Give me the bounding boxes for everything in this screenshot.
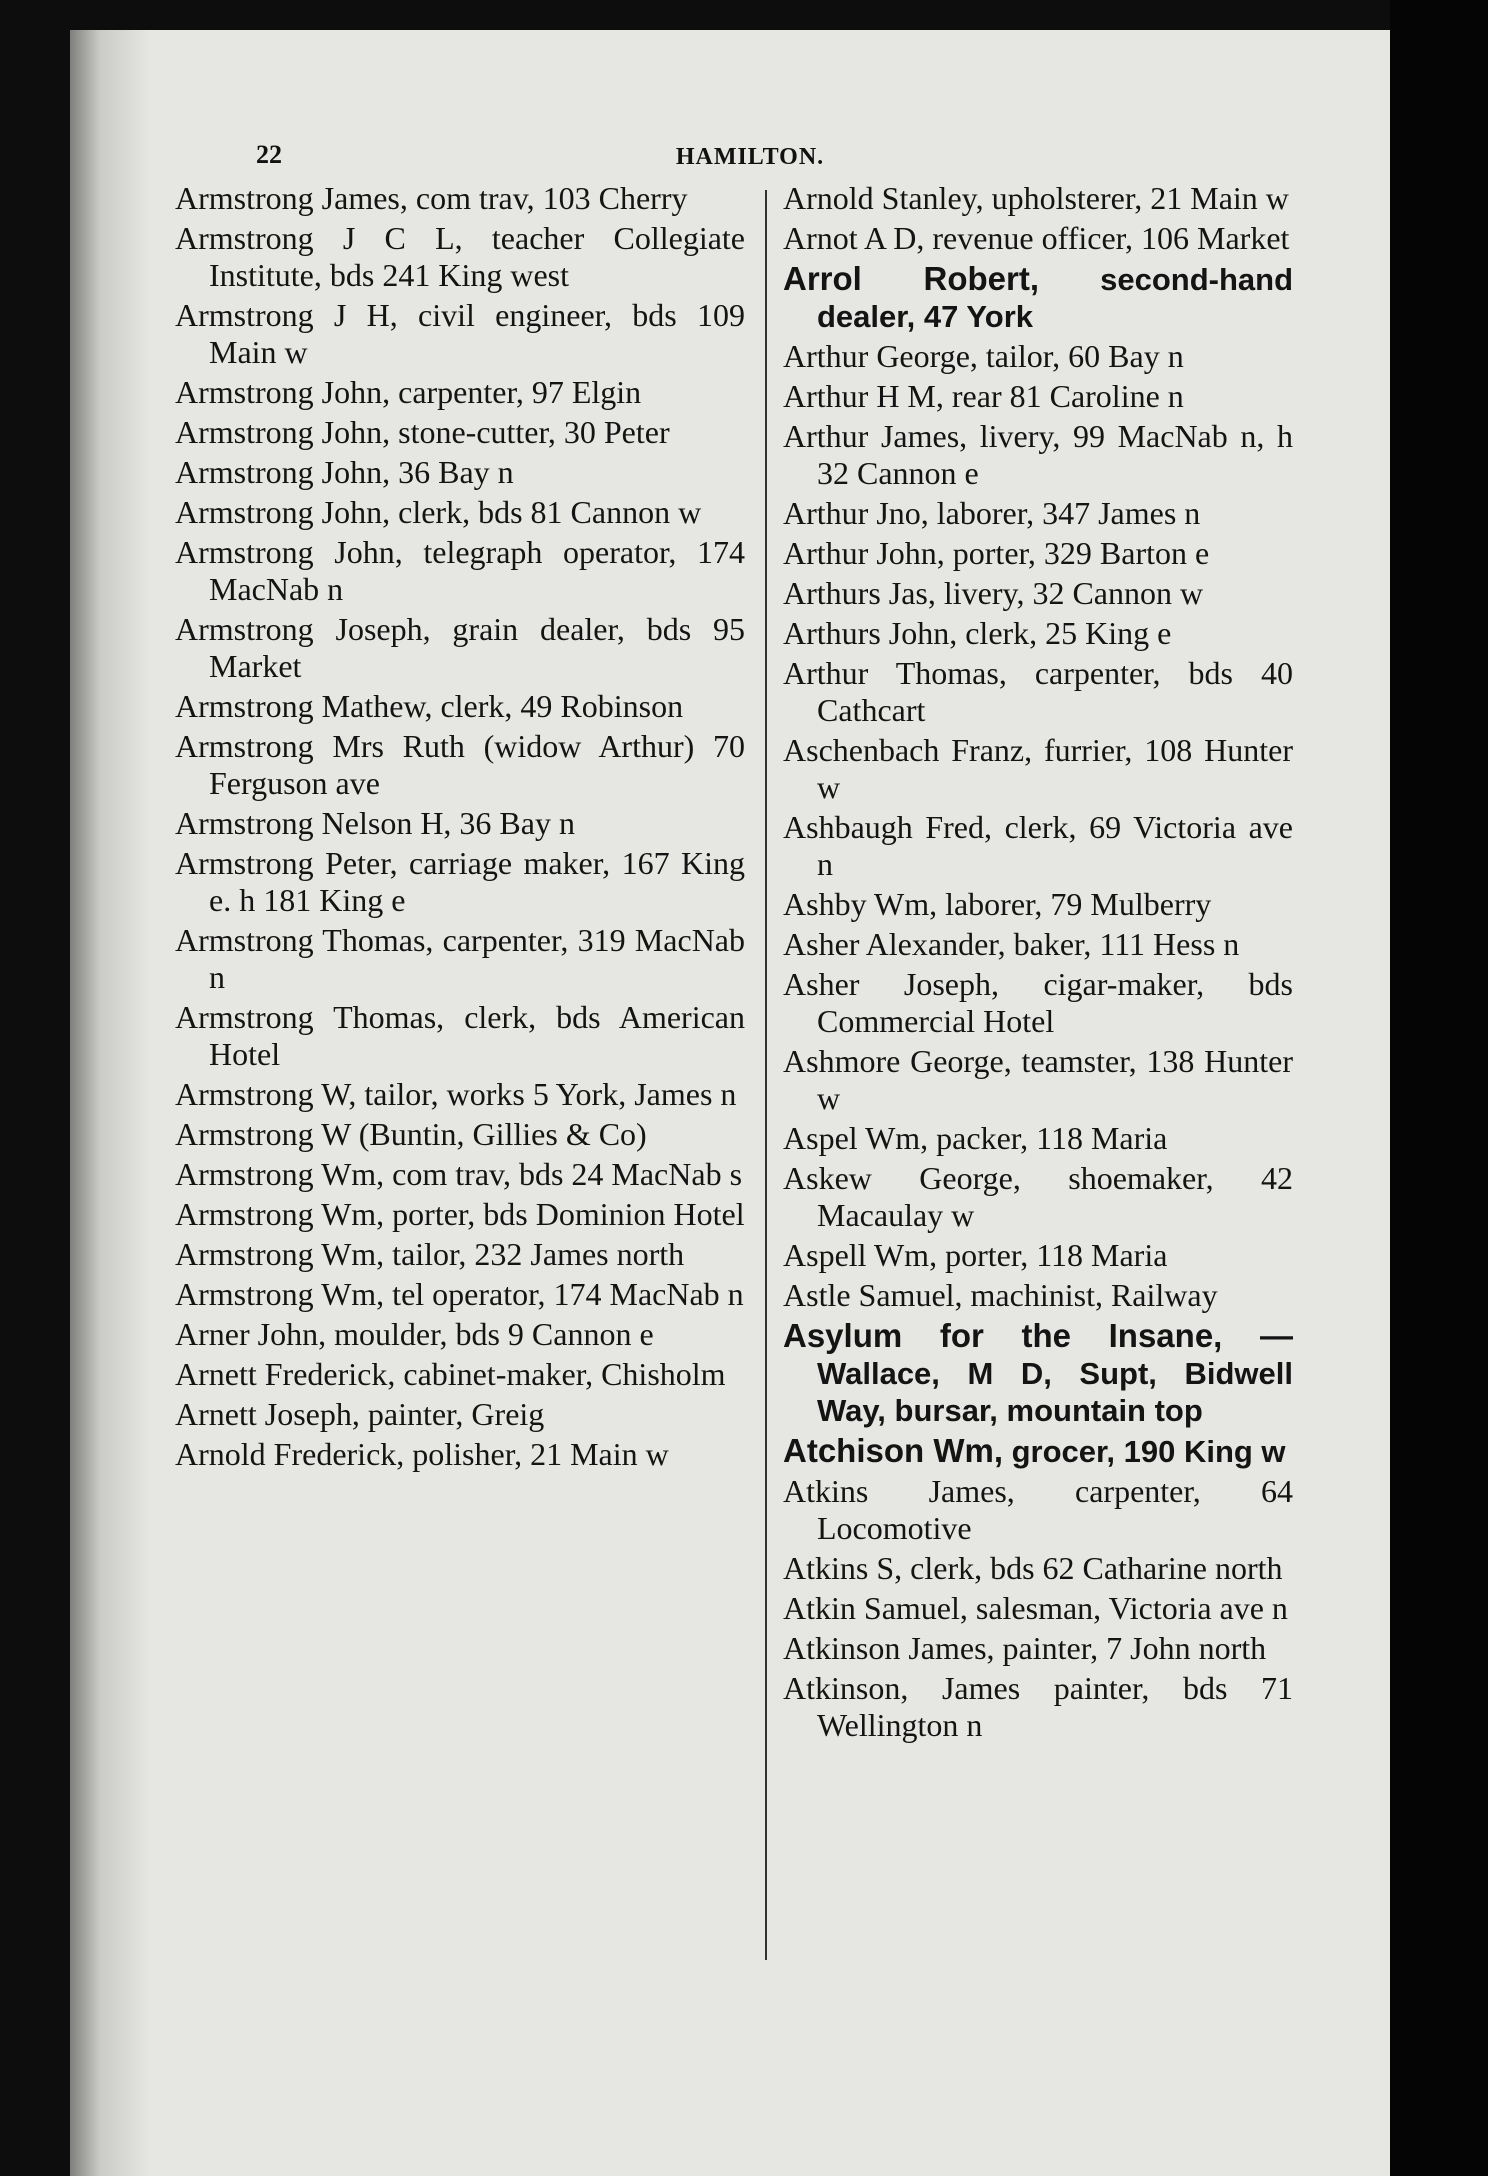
directory-entry: Aspel Wm, packer, 118 Maria (783, 1120, 1168, 1156)
page-number: 22 (256, 140, 282, 169)
directory-entry: Atkins James, carpenter, 64 Locomotive (783, 1473, 1293, 1546)
directory-entry: Armstrong W, tailor, works 5 York, James n (175, 1076, 737, 1112)
directory-entry: Arner John, moulder, bds 9 Cannon e (175, 1316, 654, 1352)
directory-entry: Arnot A D, revenue officer, 106 Market (783, 220, 1290, 256)
running-head: HAMILTON. (675, 144, 825, 170)
directory-entry: Atkin Samuel, salesman, Victoria ave n (783, 1590, 1288, 1626)
directory-entry (783, 260, 1293, 335)
directory-entry: Arthur Jno, laborer, 347 James n (783, 495, 1201, 531)
entry-details: grocer, 190 King w (1003, 1434, 1286, 1469)
directory-entry: Aschenbach Franz, furrier, 108 Hunter w (783, 732, 1293, 805)
entry-name: Asylum for the Insane, — (783, 1317, 1293, 1354)
directory-entry: Arnold Stanley, upholsterer, 21 Main w (783, 180, 1289, 216)
directory-entry: Arthur H M, rear 81 Caroline n (783, 378, 1184, 414)
directory-entry: Ashby Wm, laborer, 79 Mulberry (783, 886, 1212, 922)
entry-name: Arrol Robert, (783, 260, 1039, 297)
directory-entry: Arthur John, porter, 329 Barton e (783, 535, 1210, 571)
column-divider (765, 190, 767, 1960)
directory-entry: Armstrong Mathew, clerk, 49 Robinson (175, 688, 684, 724)
directory-entry: Armstrong Wm, tel operator, 174 MacNab n (175, 1276, 744, 1312)
adjacent-page-edge (1390, 0, 1488, 2176)
directory-entry: Armstrong Nelson H, 36 Bay n (175, 805, 575, 841)
directory-entry: Armstrong Wm, com trav, bds 24 MacNab s (175, 1156, 743, 1192)
directory-entry: Aspell Wm, porter, 118 Maria (783, 1237, 1168, 1273)
directory-entry: Arthur George, tailor, 60 Bay n (783, 338, 1184, 374)
left-column (175, 180, 745, 1476)
entry-details: second-hand dealer, 47 York (817, 262, 1293, 334)
directory-entry: Atkins S, clerk, bds 62 Catharine north (783, 1550, 1283, 1586)
directory-entry: Atkinson James, painter, 7 John north (783, 1630, 1267, 1666)
directory-entry: Askew George, shoemaker, 42 Macaulay w (783, 1160, 1293, 1233)
directory-entry: Armstrong W (Buntin, Gillies & Co) (175, 1116, 647, 1152)
directory-entry: Atkinson, James painter, bds 71 Wellington n (783, 1670, 1293, 1743)
directory-entry (783, 1432, 1293, 1470)
page-header (70, 122, 1390, 172)
directory-entry: Armstrong John, clerk, bds 81 Cannon w (175, 494, 702, 530)
directory-entry: Ashbaugh Fred, clerk, 69 Victoria ave n (783, 809, 1293, 882)
directory-entry: Armstrong J H, civil engineer, bds 109 Main w (175, 297, 745, 370)
right-column (783, 180, 1293, 1747)
directory-entry: Armstrong Thomas, carpenter, 319 MacNab n (175, 922, 745, 995)
directory-entry: Asher Joseph, cigar-maker, bds Commercial Hotel (783, 966, 1293, 1039)
directory-entry: Armstrong Joseph, grain dealer, bds 95 Market (175, 611, 745, 684)
directory-entry: Armstrong Wm, tailor, 232 James north (175, 1236, 685, 1272)
entry-details: Wallace, M D, Supt, Bidwell Way, bursar, mountain top (817, 1356, 1293, 1428)
directory-entry: Armstrong John, carpenter, 97 Elgin (175, 374, 642, 410)
directory-entry: Armstrong J C L, teacher Collegiate Institute, bds 241 King west (175, 220, 745, 293)
directory-entry: Arnold Frederick, polisher, 21 Main w (175, 1436, 669, 1472)
directory-entry: Armstrong John, stone-cutter, 30 Peter (175, 414, 670, 450)
directory-entry: Arthurs Jas, livery, 32 Cannon w (783, 575, 1204, 611)
directory-entry: Armstrong Mrs Ruth (widow Arthur) 70 Ferguson ave (175, 728, 745, 801)
directory-entry: Armstrong James, com trav, 103 Cherry (175, 180, 688, 216)
directory-entry: Asher Alexander, baker, 111 Hess n (783, 926, 1240, 962)
directory-entry: Arthur Thomas, carpenter, bds 40 Cathcart (783, 655, 1293, 728)
directory-entry: Arnett Joseph, painter, Greig (175, 1396, 545, 1432)
directory-entry: Armstrong Thomas, clerk, bds American Hotel (175, 999, 745, 1072)
directory-entry: Armstrong John, 36 Bay n (175, 454, 514, 490)
directory-entry: Arnett Frederick, cabinet-maker, Chisholm (175, 1356, 726, 1392)
directory-entry: Armstrong John, telegraph operator, 174 MacNab n (175, 534, 745, 607)
directory-entry (783, 1317, 1293, 1429)
directory-entry: Astle Samuel, machinist, Railway (783, 1277, 1218, 1313)
directory-entry: Armstrong Peter, carriage maker, 167 King e. h 181 King e (175, 845, 745, 918)
directory-entry: Arthurs John, clerk, 25 King e (783, 615, 1172, 651)
directory-entry: Ashmore George, teamster, 138 Hunter w (783, 1043, 1293, 1116)
entry-name: Atchison Wm, (783, 1432, 1003, 1469)
directory-entry: Armstrong Wm, porter, bds Dominion Hotel (175, 1196, 745, 1232)
directory-entry: Arthur James, livery, 99 MacNab n, h 32 Cannon e (783, 418, 1293, 491)
